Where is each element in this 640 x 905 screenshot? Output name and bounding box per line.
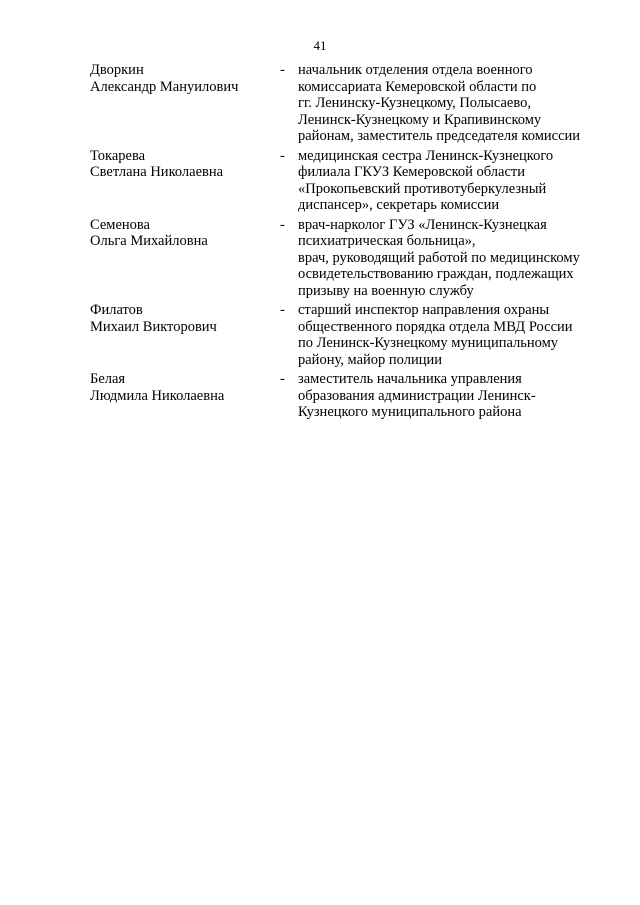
position-line: филиала ГКУЗ Кемеровской области bbox=[298, 164, 526, 180]
position-line: старший инспектор направления охраны bbox=[298, 302, 550, 318]
member-given-names: Ольга Михайловна bbox=[90, 233, 208, 249]
member-entry bbox=[90, 371, 590, 421]
member-name bbox=[90, 302, 280, 368]
entry-dash: - bbox=[280, 302, 285, 318]
page-number: 41 bbox=[313, 38, 327, 53]
position-line: по Ленинск-Кузнецкому муниципальному bbox=[298, 335, 559, 351]
member-given-names: Михаил Викторович bbox=[90, 318, 217, 335]
member-surname: Филатов bbox=[90, 302, 143, 318]
member-entry bbox=[90, 62, 590, 145]
position-line: заместитель начальника управления bbox=[298, 371, 522, 387]
position-line: комиссариата Кемеровской области по bbox=[298, 78, 537, 95]
position-line: гг. Ленинску-Кузнецкому, Полысаево, bbox=[298, 95, 531, 111]
commission-members-list bbox=[90, 62, 590, 424]
position-line: образования администрации Ленинск- bbox=[298, 387, 536, 404]
position-line: Ленинск-Кузнецкому и Крапивинскому bbox=[298, 111, 542, 128]
member-surname: Семенова bbox=[90, 216, 150, 233]
member-surname: Токарева bbox=[90, 147, 146, 164]
member-given-names: Светлана Николаевна bbox=[90, 164, 224, 180]
position-line: врач-нарколог ГУЗ «Ленинск-Кузнецкая bbox=[298, 216, 547, 233]
member-entry bbox=[90, 217, 590, 300]
member-position bbox=[298, 148, 590, 214]
member-given-names: Людмила Николаевна bbox=[90, 387, 225, 404]
entry-dash: - bbox=[280, 216, 285, 233]
member-position bbox=[298, 371, 590, 421]
position-line: освидетельствованию граждан, подлежащих bbox=[298, 266, 574, 282]
position-line: «Прокопьевский противотуберкулезный bbox=[298, 180, 547, 197]
member-position bbox=[298, 302, 590, 368]
entry-dash: - bbox=[280, 371, 285, 387]
position-line: психиатрическая больница», bbox=[298, 233, 476, 249]
position-line: общественного порядка отдела МВД России bbox=[298, 318, 573, 335]
member-name bbox=[90, 148, 280, 214]
member-position bbox=[298, 62, 590, 145]
position-line: районам, заместитель председателя комиссии bbox=[298, 128, 581, 144]
member-surname: Дворкин bbox=[90, 62, 144, 78]
member-given-names: Александр Мануилович bbox=[90, 78, 239, 95]
member-name bbox=[90, 371, 280, 421]
member-name bbox=[90, 217, 280, 300]
position-line: призыву на военную службу bbox=[298, 282, 474, 299]
member-surname: Белая bbox=[90, 371, 126, 387]
member-position bbox=[298, 217, 590, 300]
position-line: медицинская сестра Ленинск-Кузнецкого bbox=[298, 147, 554, 164]
member-entry bbox=[90, 148, 590, 214]
member-name bbox=[90, 62, 280, 145]
position-line: диспансер», секретарь комиссии bbox=[298, 197, 500, 213]
entry-dash: - bbox=[280, 147, 285, 164]
position-line: Кузнецкого муниципального района bbox=[298, 404, 522, 420]
position-line: врач, руководящий работой по медицинскому bbox=[298, 249, 580, 266]
entry-dash: - bbox=[280, 62, 285, 78]
position-line: начальник отделения отдела военного bbox=[298, 62, 533, 78]
member-entry bbox=[90, 302, 590, 368]
position-line: району, майор полиции bbox=[298, 351, 442, 368]
